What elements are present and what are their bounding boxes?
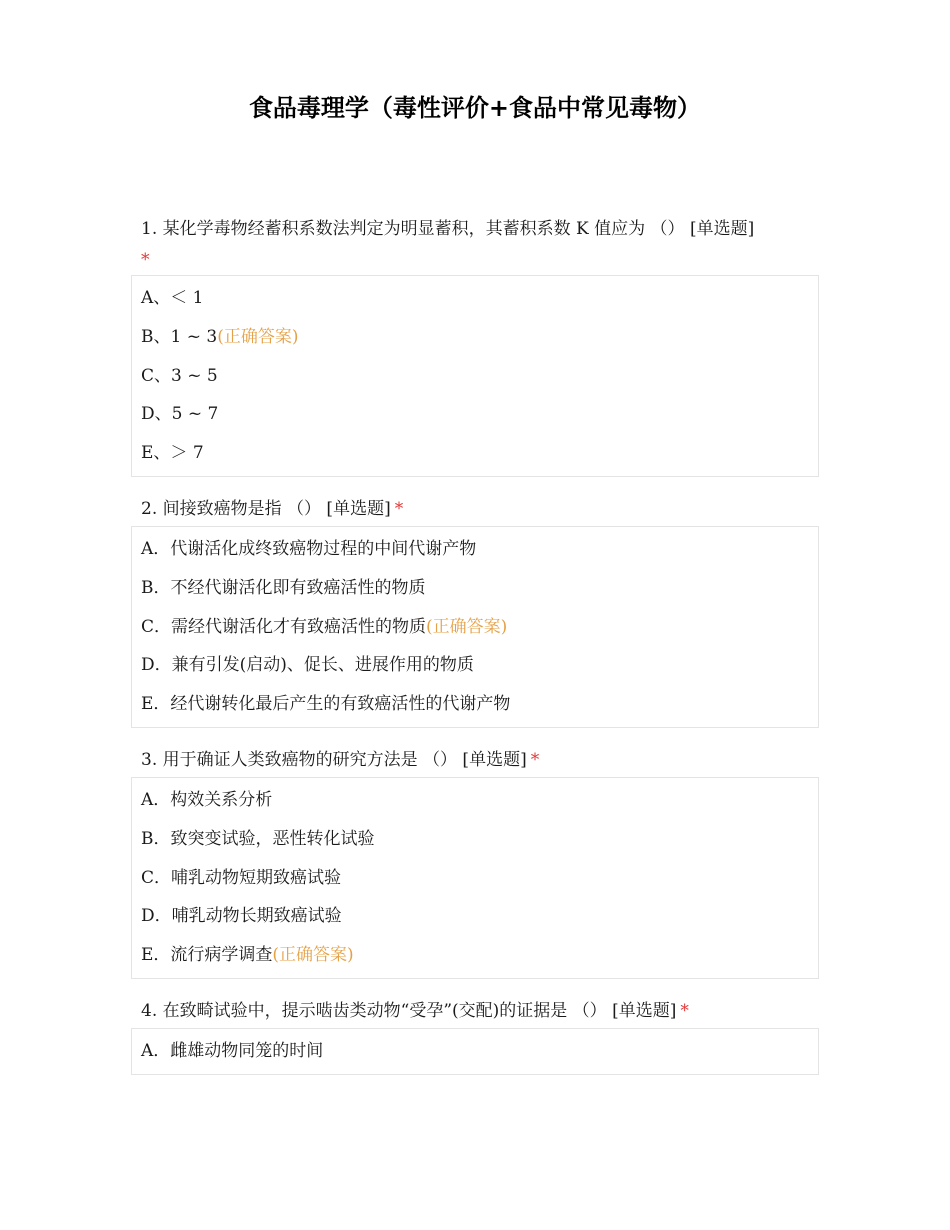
- required-mark: *: [141, 250, 150, 270]
- option-a[interactable]: A、＜ 1: [141, 288, 204, 308]
- question-2-options: [131, 526, 819, 728]
- question-3-text: [131, 745, 819, 775]
- question-2-label: 2. 间接致癌物是指 （） [单选题]: [141, 498, 391, 519]
- question-3-label: 3. 用于确证人类致癌物的研究方法是 （） [单选题]: [141, 749, 527, 770]
- correct-answer-label: (正确答案): [217, 326, 299, 347]
- option-a[interactable]: A．雌雄动物同笼的时间: [141, 1040, 324, 1061]
- correct-answer-label: (正确答案): [272, 945, 354, 966]
- question-4-text: [131, 996, 819, 1026]
- option-e[interactable]: E．经代谢转化最后产生的有致癌活性的代谢产物: [141, 694, 511, 715]
- question-1-text: [131, 212, 819, 273]
- question-1: [131, 212, 819, 477]
- question-2: [131, 494, 819, 728]
- question-3-options: [131, 777, 819, 979]
- option-a[interactable]: A．代谢活化成终致癌物过程的中间代谢产物: [141, 538, 477, 559]
- correct-answer-label: (正确答案): [426, 616, 508, 637]
- option-d[interactable]: D、5 ~ 7: [141, 404, 219, 425]
- option-d[interactable]: D．兼有引发(启动)、促长、进展作用的物质: [141, 655, 474, 676]
- page-title: 食品毒理学（毒性评价+食品中常见毒物）: [248, 94, 702, 122]
- option-c[interactable]: C．需经代谢活化才有致癌活性的物质(正确答案): [141, 616, 508, 637]
- option-b[interactable]: B．致突变试验，恶性转化试验: [141, 828, 375, 849]
- question-1-options: [131, 275, 819, 477]
- option-b[interactable]: B、1 ~ 3(正确答案): [141, 326, 299, 347]
- option-a[interactable]: A．构效关系分析: [141, 789, 273, 810]
- question-3: [131, 745, 819, 979]
- required-mark: *: [680, 1000, 689, 1021]
- option-e[interactable]: E、＞ 7: [141, 443, 204, 464]
- question-4: [131, 996, 819, 1075]
- option-e[interactable]: E．流行病学调查(正确答案): [141, 945, 354, 966]
- option-c[interactable]: C．哺乳动物短期致癌试验: [141, 867, 342, 888]
- option-d[interactable]: D．哺乳动物长期致癌试验: [141, 906, 342, 927]
- question-4-options: [131, 1028, 819, 1075]
- question-list: [131, 212, 819, 1092]
- required-mark: *: [394, 498, 404, 519]
- required-mark: *: [530, 749, 540, 770]
- question-2-text: [131, 494, 819, 524]
- question-4-label: 4. 在致畸试验中，提示啮齿类动物“受孕”(交配)的证据是 （） [单选题]: [141, 1000, 677, 1021]
- question-1-label: 1. 某化学毒物经蓄积系数法判定为明显蓄积，其蓄积系数 K 值应为 （） [单选题]: [141, 219, 755, 239]
- option-b[interactable]: B．不经代谢活化即有致癌活性的物质: [141, 577, 426, 598]
- option-c[interactable]: C、3 ~ 5: [141, 365, 218, 386]
